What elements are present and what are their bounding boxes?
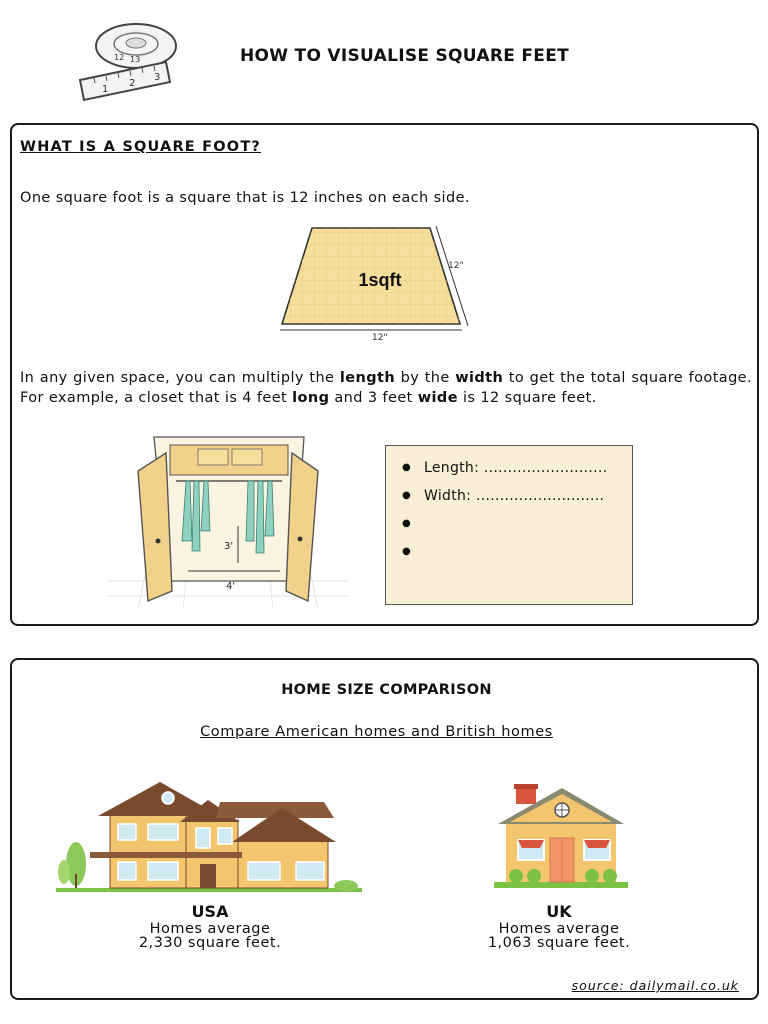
uk-label: UK [546, 902, 572, 921]
multiply-paragraph: In any given space, you can multiply the length by the width to get the total square footage. For example, a closet that is 4 feet long and 3 feet wide is 12 square feet. [20, 370, 752, 406]
tile-bottom-label: 12" [372, 333, 388, 343]
page-header [0, 0, 768, 115]
source-link[interactable]: source: dailymail.co.uk [571, 978, 739, 993]
tape-mark: 2 [129, 78, 136, 89]
comparison-heading: HOME SIZE COMPARISON [281, 682, 492, 698]
note-length: ● Length: .......................... [400, 454, 632, 482]
closet-width-label: 4' [226, 581, 236, 592]
square-foot-card [10, 123, 759, 626]
tape-mark: 12 [114, 53, 125, 62]
closet-depth-label: 3' [224, 541, 234, 552]
tile-side-label: 12" [448, 261, 464, 271]
usa-label: USA [191, 902, 229, 921]
note-blank [400, 510, 632, 538]
tile-label: 1sqft [358, 270, 402, 290]
home-comparison-card [10, 658, 759, 1000]
comparison-subheading: Compare American homes and British homes [200, 724, 553, 740]
notes-list [386, 446, 632, 566]
note-blank [400, 538, 632, 566]
tape-mark: 1 [102, 84, 109, 95]
note-width: ● Width: ........................... [400, 482, 632, 510]
measuring-tape-icon [74, 20, 184, 104]
uk-house-illustration [484, 782, 634, 894]
tape-mark: 3 [154, 72, 161, 83]
usa-house-illustration [56, 778, 366, 896]
uk-description: Homes average 1,063 square feet. [487, 921, 631, 951]
closet-illustration [108, 431, 348, 609]
section-heading: WHAT IS A SQUARE FOOT? [20, 139, 262, 155]
usa-description: Homes average 2,330 square feet. [138, 921, 282, 951]
square-foot-tile-illustration [278, 220, 474, 344]
tape-mark: 13 [130, 55, 141, 64]
page-title: HOW TO VISUALISE SQUARE FEET [240, 46, 570, 66]
intro-text: One square foot is a square that is 12 inches on each side. [20, 190, 470, 206]
measurement-notes-box [385, 445, 633, 605]
